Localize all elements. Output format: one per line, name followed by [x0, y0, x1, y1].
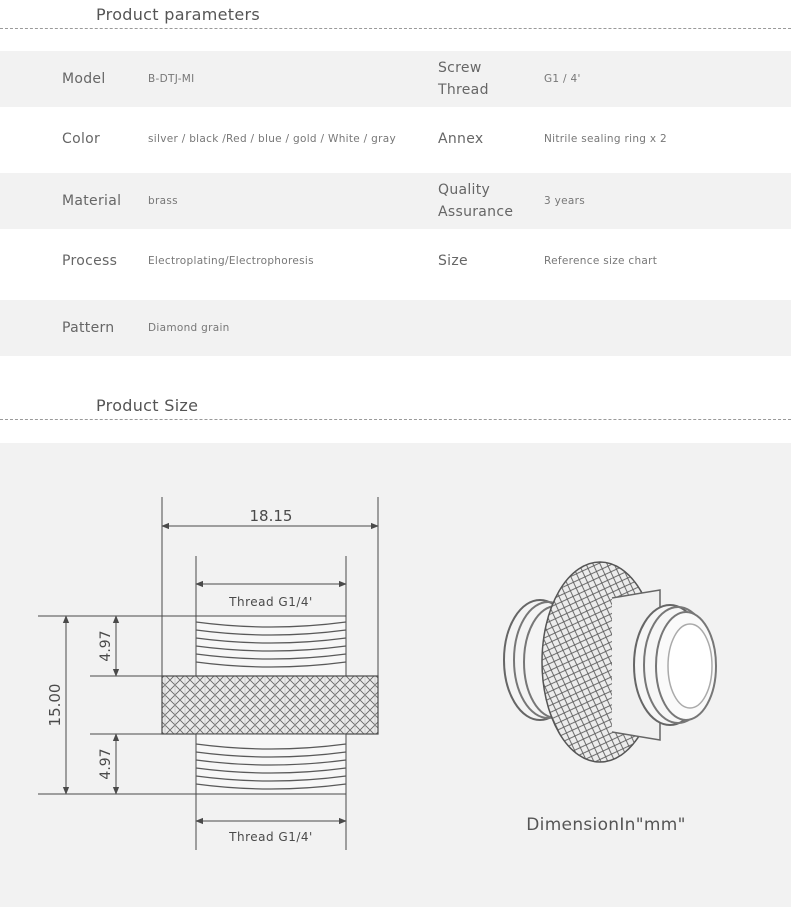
param-value-screw-thread: G1 / 4': [544, 73, 581, 85]
dimension-drawing: [0, 443, 791, 907]
param-label-screw-thread-text: Screw Thread: [438, 60, 489, 98]
param-value-material: brass: [148, 195, 178, 207]
fitting-side-view: [162, 616, 378, 794]
param-row: [0, 173, 791, 229]
param-value-quality-assurance: 3 years: [544, 195, 586, 207]
param-value-color: silver / black /Red / blue / gold / White / gray: [148, 133, 396, 145]
param-label-material: Material: [62, 193, 122, 209]
param-value-process: Electroplating/Electrophoresis: [148, 255, 314, 267]
param-value-pattern: Diamond grain: [148, 322, 230, 334]
param-label-pattern: Pattern: [62, 320, 115, 336]
height-dimension: 15.00: [46, 683, 64, 727]
param-label-color: Color: [62, 131, 101, 147]
size-divider: [0, 419, 791, 420]
param-label-model: Model: [62, 71, 106, 87]
param-row: [0, 229, 791, 293]
top-thread-label: Thread G1/4': [229, 595, 313, 609]
parameters-divider: [0, 28, 791, 29]
param-row: [0, 300, 791, 356]
param-label-quality-assurance-text: Quality Assurance: [438, 182, 514, 220]
size-panel: [0, 443, 791, 907]
param-label-annex: Annex: [438, 131, 484, 147]
param-row: [0, 107, 791, 171]
unit-caption: DimensionIn"mm": [526, 815, 686, 835]
param-value-model: B-DTJ-MI: [148, 73, 195, 85]
parameters-title: Product parameters: [96, 5, 261, 24]
param-label-process: Process: [62, 253, 118, 269]
lower-thread-dimension: 4.97: [98, 748, 114, 780]
param-label-quality-assurance: [438, 173, 528, 229]
param-value-size: Reference size chart: [544, 255, 658, 267]
param-value-annex: Nitrile sealing ring x 2: [544, 133, 668, 145]
size-title: Product Size: [96, 396, 199, 415]
param-label-screw-thread: [438, 51, 508, 107]
bottom-thread-label: Thread G1/4': [229, 830, 313, 844]
param-label-size: Size: [438, 253, 468, 269]
fitting-3d-illustration: [504, 562, 716, 762]
param-row: [0, 51, 791, 107]
width-dimension: 18.15: [249, 507, 293, 525]
upper-thread-dimension: 4.97: [98, 630, 114, 662]
